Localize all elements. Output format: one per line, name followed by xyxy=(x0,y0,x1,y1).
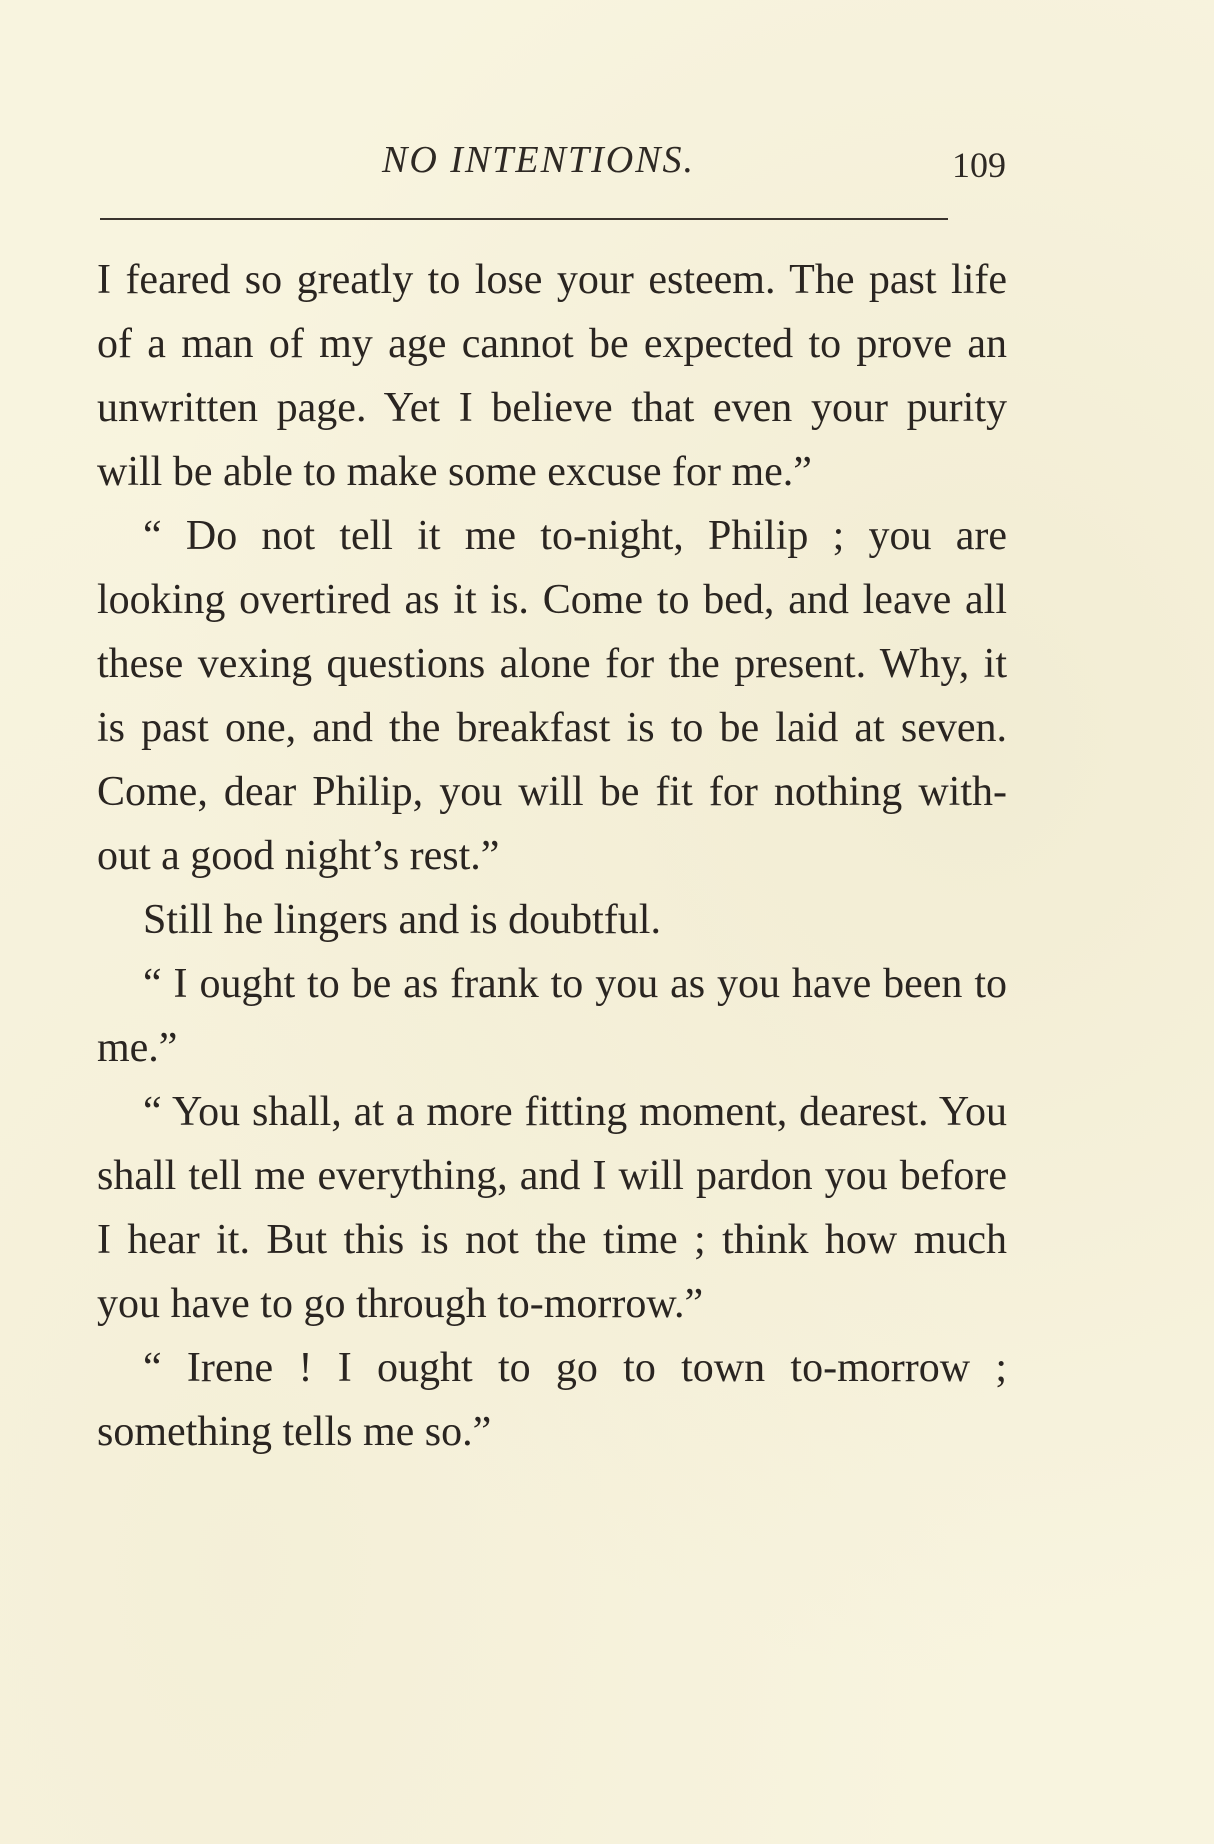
paragraph: I feared so greatly to lose your esteem. The past life of a man of my age cannot be expected to prove an unwritten page. Yet I believe that even your purity will be able to make some excuse for me.” xyxy=(97,257,1007,495)
paragraph: “ Irene ! I ought to go to town to-morrow ; something tells me so.” xyxy=(97,1345,1007,1455)
paragraph: “ Do not tell it me to-night, Philip ; you are looking overtired as it is. Come to bed, and leave all these vexing questions alone for the present. Why, it is past one, and the breakfast is to be laid at seven. Come, dear Philip, you will be fit for nothing with-out a good night’s rest.” xyxy=(97,513,1007,879)
paragraph: Still he lingers and is doubtful. xyxy=(143,897,661,943)
running-head xyxy=(0,138,1214,188)
running-head-title: NO INTENTIONS. xyxy=(382,139,696,181)
paragraph: “ You shall, at a more fitting moment, dearest. You shall tell me everything, and I will pardon you before I hear it. But this is not the time ; think how much you have to go through to-morrow.” xyxy=(97,1089,1007,1327)
header-rule xyxy=(100,218,948,220)
page-number: 109 xyxy=(952,145,1006,185)
paragraph: “ I ought to be as frank to you as you have been to me.” xyxy=(97,961,1007,1071)
body-text xyxy=(97,248,1007,1464)
